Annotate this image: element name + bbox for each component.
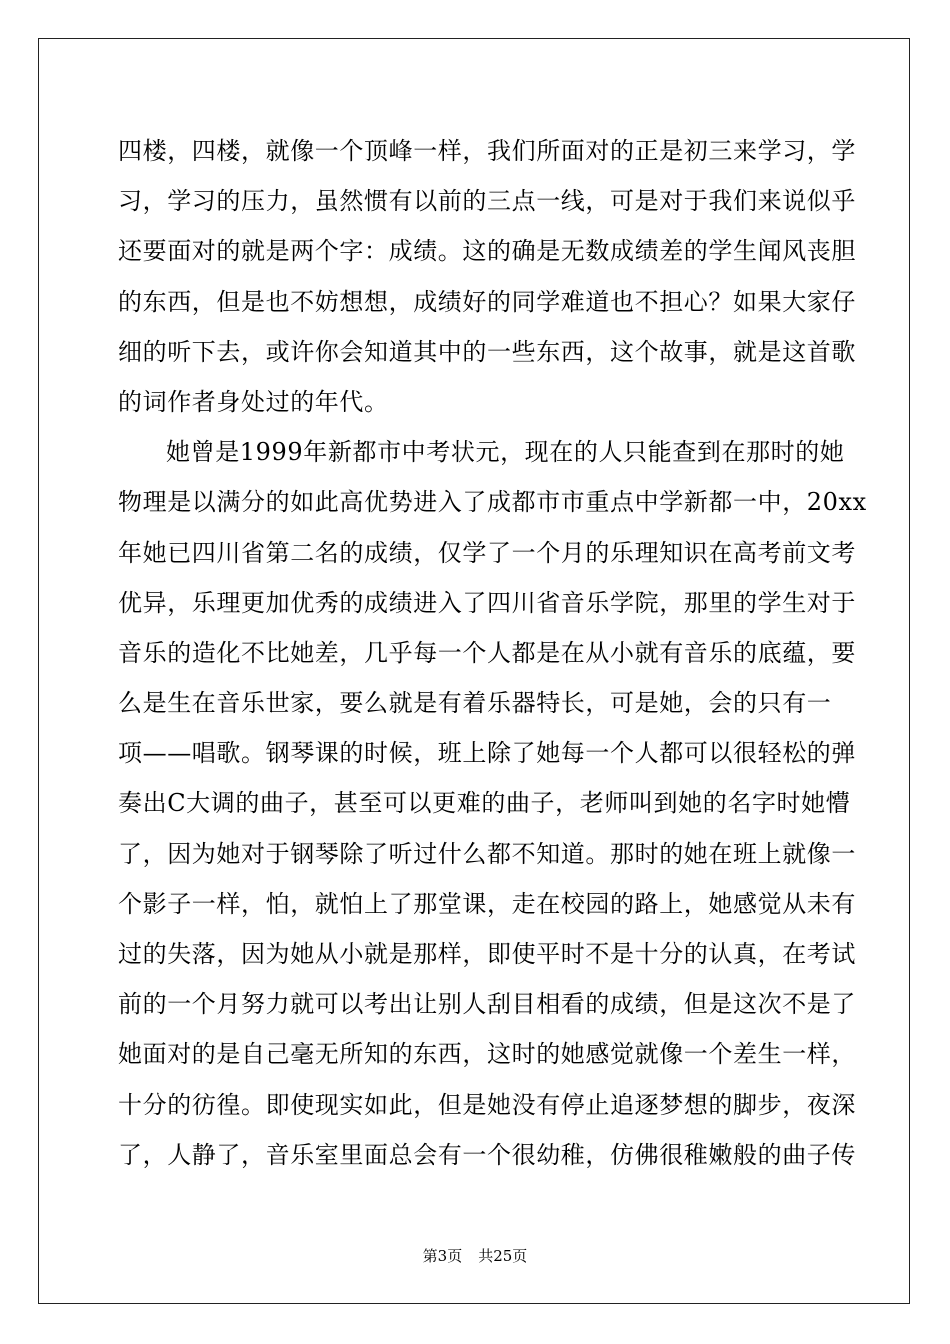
text-line: 个影子一样，怕，就怕上了那堂课，走在校园的路上，她感觉从未有 [118,889,856,918]
text-line: 细的听下去，或许你会知道其中的一些东西，这个故事，就是这首歌 [118,337,856,366]
text-line: 了，因为她对于钢琴除了听过什么都不知道。那时的她在班上就像一 [118,839,856,868]
text-line: 音乐的造化不比她差，几乎每一个人都是在从小就有音乐的底蕴，要 [118,638,856,667]
text-line: 奏出C大调的曲子，甚至可以更难的曲子，老师叫到她的名字时她懵 [118,789,851,818]
text-line: 年她已四川省第二名的成绩，仅学了一个月的乐理知识在高考前文考 [118,538,856,567]
text-line: 的东西，但是也不妨想想，成绩好的同学难道也不担心？如果大家仔 [118,287,856,316]
page-number: 第3页 [422,1247,463,1265]
text-line: 优异，乐理更加优秀的成绩进入了四川省音乐学院，那里的学生对于 [118,588,856,617]
text-line: 么是生在音乐世家，要么就是有着乐器特长，可是她，会的只有一 [118,689,832,718]
paragraph-2 [118,427,867,1180]
text-line: 过的失落，因为她从小就是那样，即使平时不是十分的认真，在考试 [118,940,856,968]
text-line: 还要面对的就是两个字：成绩。这的确是无数成绩差的学生闻风丧胆 [118,237,856,266]
document-body [118,126,867,1180]
text-line: 了，人静了，音乐室里面总会有一个很幼稚，仿佛很稚嫩般的曲子传 [118,1140,856,1169]
text-line: 物理是以满分的如此高优势进入了成都市市重点中学新都一中，20xx [118,488,867,517]
page-footer [0,1245,950,1266]
text-line: 项——唱歌。钢琴课的时候，班上除了她每一个人都可以很轻松的弹 [118,739,856,768]
text-line: 她面对的是自己毫无所知的东西，这时的她感觉就像一个差生一样， [118,1040,856,1069]
text-line: 前的一个月努力就可以考出让别人刮目相看的成绩，但是这次不是了 [118,990,856,1019]
text-line: 十分的彷徨。即使现实如此，但是她没有停止追逐梦想的脚步，夜深 [118,1090,856,1119]
page-total: 共25页 [478,1247,528,1265]
text-line: 四楼，四楼，就像一个顶峰一样，我们所面对的正是初三来学习，学 [118,137,856,165]
text-line: 习，学习的压力，虽然惯有以前的三点一线，可是对于我们来说似乎 [118,187,856,216]
paragraph-1 [118,126,856,427]
text-line: 她曾是1999年新都市中考状元，现在的人只能查到在那时的她 [166,438,845,467]
text-line: 的词作者身处过的年代。 [118,387,389,416]
